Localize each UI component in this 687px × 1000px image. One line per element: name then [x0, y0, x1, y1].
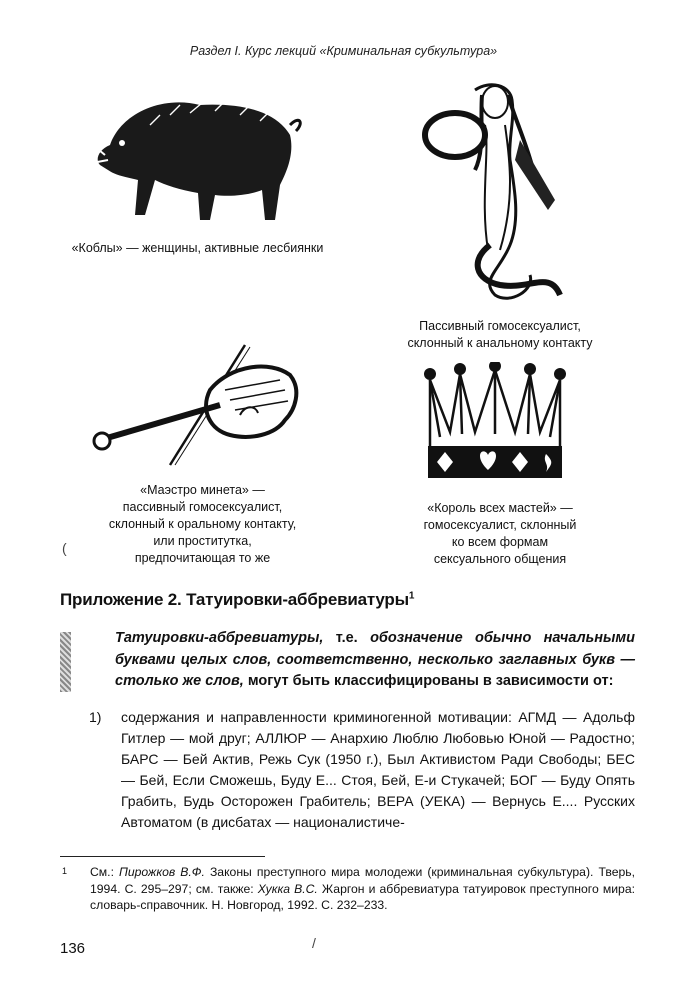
footnote-author: Пирожков В.Ф. — [119, 865, 205, 879]
violin-caption-line: или проститутка, — [153, 534, 252, 548]
crown-caption-line: «Король всех мастей» — — [427, 501, 573, 515]
crown-caption-line: ко всем формам — [451, 535, 549, 549]
footnote-source: Законы преступного мира молодежи (криминальная субкультура). Тверь, 1994. С. 295–297; см. также: — [90, 865, 636, 896]
crown-caption — [380, 500, 620, 568]
violin-caption — [60, 482, 345, 567]
stray-mark: ( — [62, 540, 67, 556]
violin-caption-line: склонный к оральному контакту, — [108, 517, 297, 531]
footnote-prefix: См.: — [90, 865, 120, 879]
crown-illustration — [420, 362, 570, 482]
footnote-source: Жаргон и аббревиатура татуировок преступного мира: словарь-справочник. Н. Новгород, 1992. С. 232–233. — [90, 881, 635, 912]
intro-definition: обозначение обычно начальными буквами целых слов, соответственно, несколько заглавных букв — столько же слов, — [115, 630, 635, 689]
mermaid-illustration — [420, 80, 565, 310]
intro-term: Татуировки-аббревиатуры, — [115, 630, 324, 646]
stray-mark: / — [312, 935, 316, 951]
violin-caption-line: пассивный гомосексуалист, — [122, 500, 283, 514]
intro-connector: т.е. — [323, 630, 371, 646]
running-head: Раздел I. Курс лекций «Криминальная субкультура» — [189, 44, 498, 58]
mermaid-caption-line: Пассивный гомосексуалист, — [419, 319, 581, 333]
footnote-divider — [60, 856, 265, 857]
margin-marker — [60, 632, 71, 692]
crown-caption-line: гомосексуалист, склонный — [423, 518, 577, 532]
boar-illustration — [90, 85, 305, 225]
list-item-number: 1) — [89, 709, 102, 725]
appendix-intro — [115, 628, 635, 693]
violin-caption-line: предпочитающая то же — [134, 551, 271, 565]
appendix-title — [60, 590, 414, 610]
intro-ending: могут быть классифицированы в зависимости от: — [243, 673, 614, 689]
footnote-author: Хукка В.С. — [257, 881, 318, 896]
violin-caption-line: «Маэстро минета» — — [140, 483, 265, 497]
mermaid-caption — [385, 318, 615, 352]
violin-illustration — [90, 335, 305, 475]
footnote-reference[interactable]: 1 — [408, 590, 415, 602]
appendix-title-text: Приложение 2. Татуировки-аббревиатуры — [60, 590, 409, 609]
footnote-mark: 1 — [62, 866, 68, 876]
mermaid-caption-line: склонный к анальному контакту — [407, 336, 593, 350]
list-item-text: содержания и направленности криминогенной мотивации: АГМД — Адольф Гитлер — мой друг; АЛЛЮР — Анархию Люблю Любовью Юной — Радостно; БАРС — Бей Актив, Режь Сук (1950 г.), Был Активистом Ради Свободы; БЕС — Бей, Если Сможешь, Буду Е... Стоя, Бей, Е-и Стукачей; БОГ — Буду Опять Грабить, Будь Осторожен Грабитель; ВЕРА (УЕКА) — Вернусь Е.... Русских Автоматом (в дисбатах — националистиче- — [121, 709, 635, 830]
page-number: 136 — [60, 940, 86, 957]
crown-caption-line: сексуального общения — [433, 552, 567, 566]
boar-caption: «Коблы» — женщины, активные лесбиянки — [71, 241, 324, 255]
footnote-text — [90, 864, 635, 914]
